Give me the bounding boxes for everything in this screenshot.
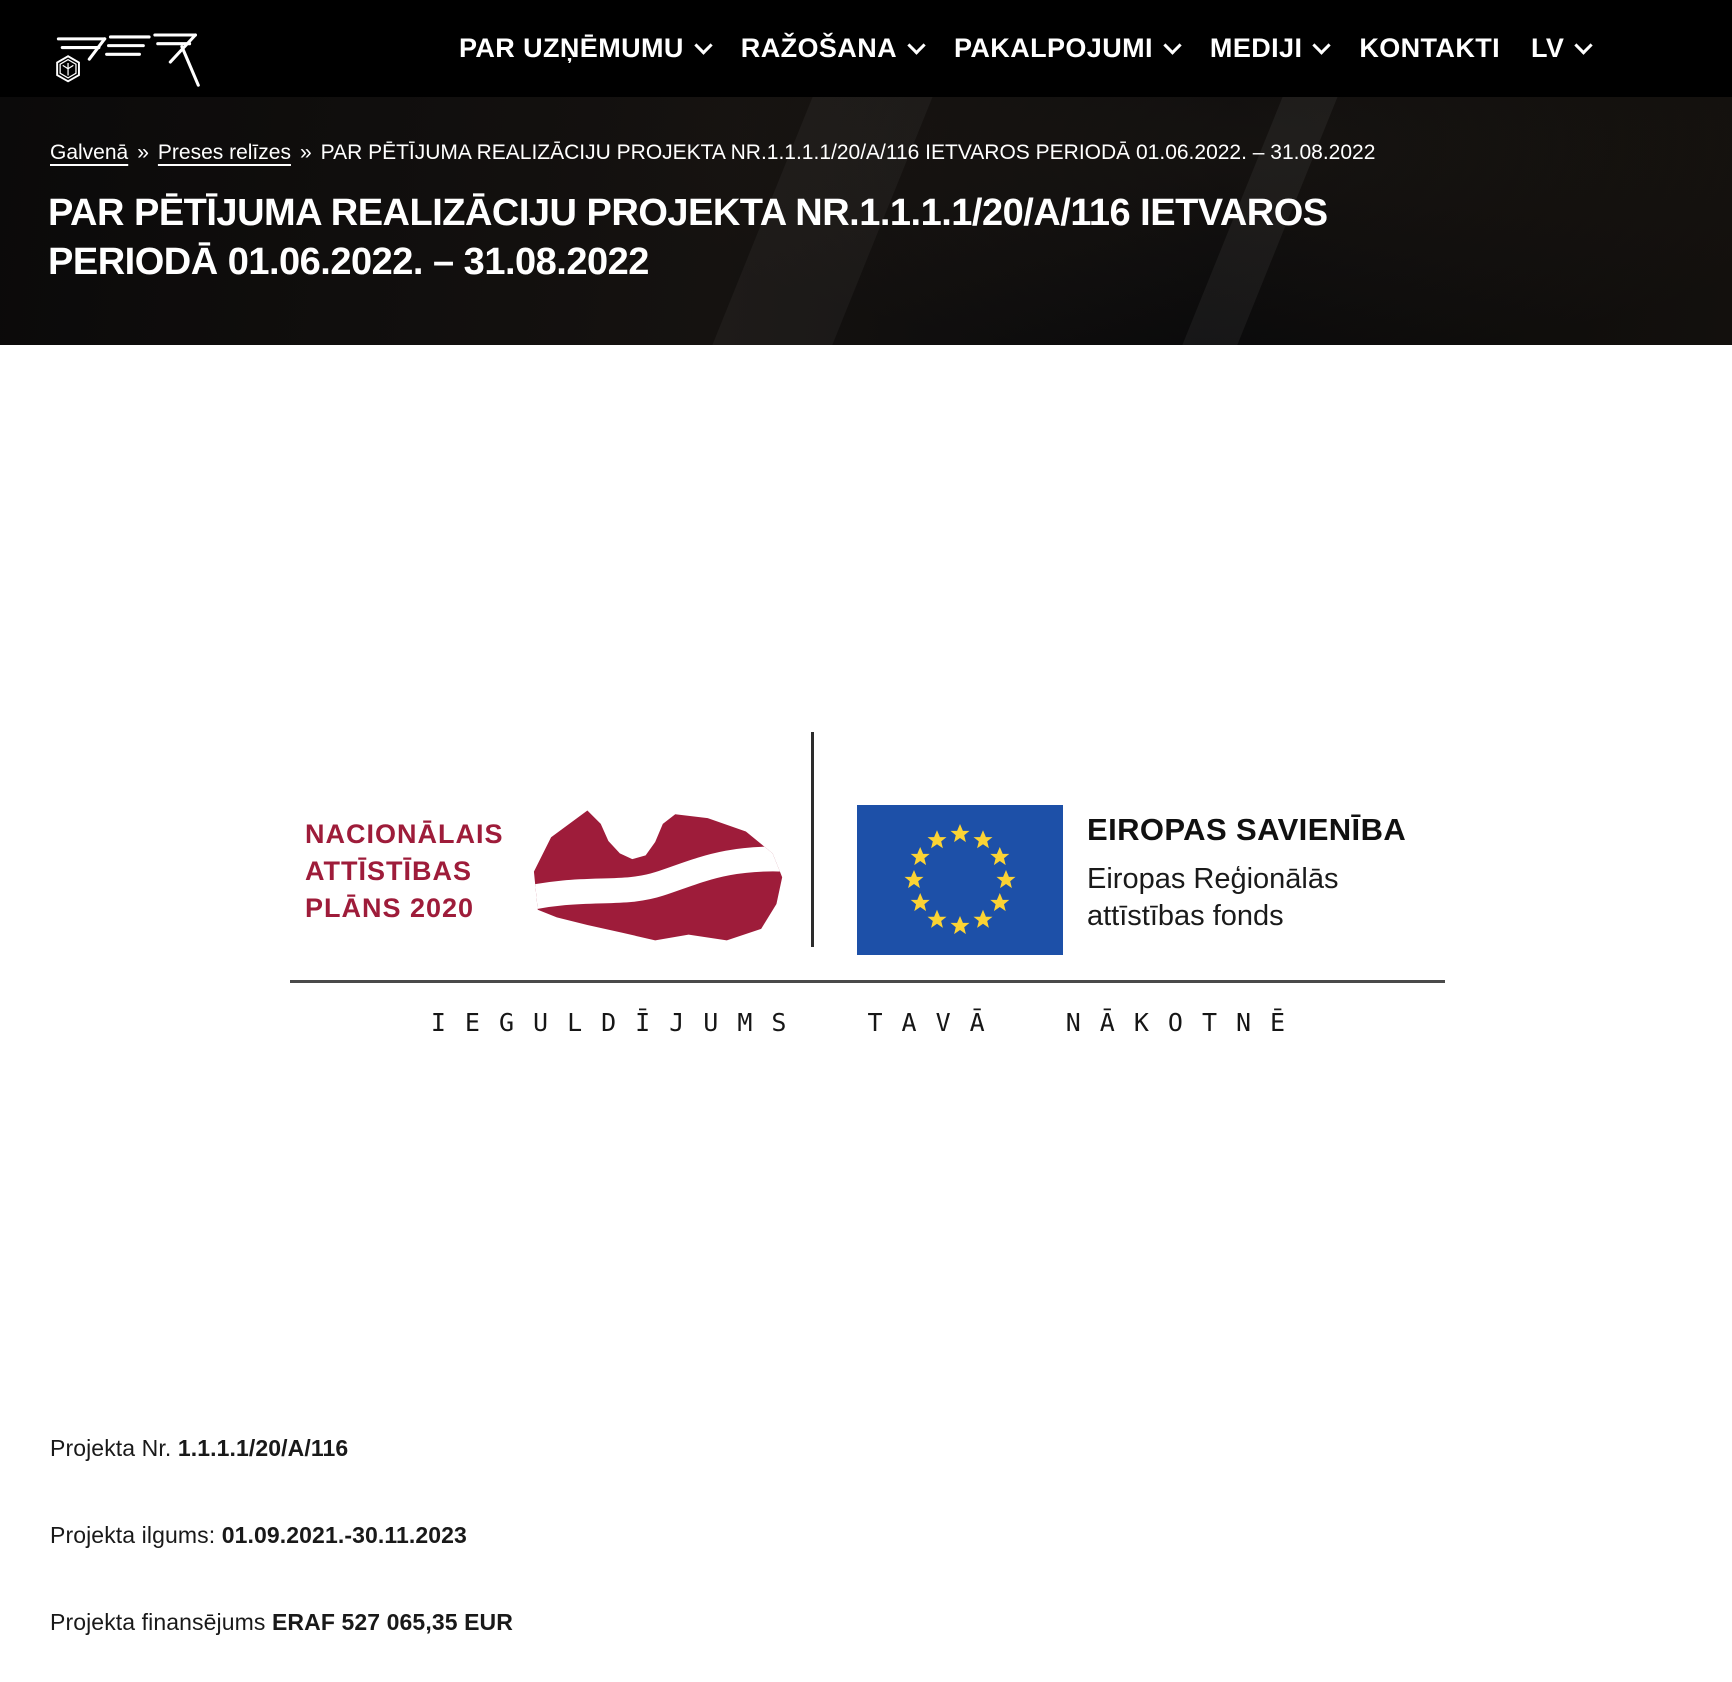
nav-label: PAR UZŅĒMUMU (459, 33, 684, 63)
nav-item-razosana[interactable] (741, 33, 923, 64)
page-title-line1: PAR PĒTĪJUMA REALIZĀCIJU PROJEKTA NR.1.1.1.1/20/A/116 IETVAROS (48, 192, 1328, 234)
nav-item-mediji[interactable] (1210, 33, 1328, 64)
project-number-value: 1.1.1.1/20/A/116 (177, 1435, 349, 1461)
hero-banner (0, 97, 1732, 345)
nap-text-line3: PLĀNS 2020 (305, 893, 475, 923)
breadcrumb (50, 141, 1375, 165)
chevron-down-icon (694, 36, 712, 54)
funding-tagline: IEGULDĪJUMS TAVĀ NĀKOTNĒ (430, 1008, 1305, 1037)
nap-2020-logo-text (305, 816, 504, 927)
nav-label: LV (1531, 33, 1565, 63)
project-number-label: Projekta Nr. (50, 1435, 178, 1461)
breadcrumb-separator: » (299, 141, 312, 164)
nap-text-line2: ATTĪSTĪBAS (305, 856, 472, 886)
funding-divider-line (290, 980, 1445, 983)
chevron-down-icon (1575, 36, 1593, 54)
project-duration-label: Projekta ilgums: (50, 1522, 222, 1548)
main-navigation (459, 0, 1590, 97)
nav-label: RAŽOŠANA (740, 33, 897, 63)
chevron-down-icon (907, 36, 925, 54)
breadcrumb-link-home[interactable]: Galvenā (50, 141, 129, 164)
eu-logo-text (1087, 812, 1406, 935)
project-funding-row (50, 1609, 513, 1636)
eu-subtitle (1087, 861, 1406, 935)
nav-item-kontakti[interactable] (1359, 33, 1500, 64)
project-duration-row (50, 1522, 467, 1549)
nav-label: PAKALPOJUMI (954, 33, 1153, 63)
latvia-map-flag-icon (530, 799, 788, 952)
breadcrumb-current: PAR PĒTĪJUMA REALIZĀCIJU PROJEKTA NR.1.1.1.1/20/A/116 IETVAROS PERIODĀ 01.06.2022. – 31.08.2022 (320, 141, 1376, 164)
nav-label: KONTAKTI (1359, 33, 1501, 63)
breadcrumb-separator: » (137, 141, 149, 164)
page-title-line2: PERIODĀ 01.06.2022. – 31.08.2022 (48, 241, 649, 283)
nav-item-language-lv[interactable] (1531, 33, 1590, 64)
project-funding-label: Projekta finansējums (50, 1609, 272, 1635)
chevron-down-icon (1163, 36, 1181, 54)
project-number-row (50, 1435, 348, 1462)
page-title (48, 189, 1448, 287)
project-duration-value: 01.09.2021.-30.11.2023 (221, 1522, 467, 1548)
breadcrumb-link-press-releases[interactable]: Preses relīzes (157, 141, 291, 164)
nav-item-pakalpojumi[interactable] (954, 33, 1179, 64)
logo-divider-line (811, 732, 814, 947)
eu-title: EIROPAS SAVIENĪBA (1087, 812, 1407, 847)
eu-flag-icon (857, 805, 1063, 960)
project-funding-value: ERAF 527 065,35 EUR (271, 1609, 513, 1635)
per-logo-icon (44, 8, 204, 90)
nap-text-line1: NACIONĀLAIS (305, 819, 504, 849)
eu-subtitle-line1: Eiropas Reģionālās (1087, 863, 1339, 895)
eu-subtitle-line2: attīstības fonds (1087, 900, 1284, 932)
company-logo[interactable] (44, 8, 204, 90)
nav-item-par-uznemumu[interactable] (459, 33, 710, 64)
nav-label: MEDIJI (1209, 33, 1303, 63)
chevron-down-icon (1313, 36, 1331, 54)
top-navigation-bar (0, 0, 1732, 97)
